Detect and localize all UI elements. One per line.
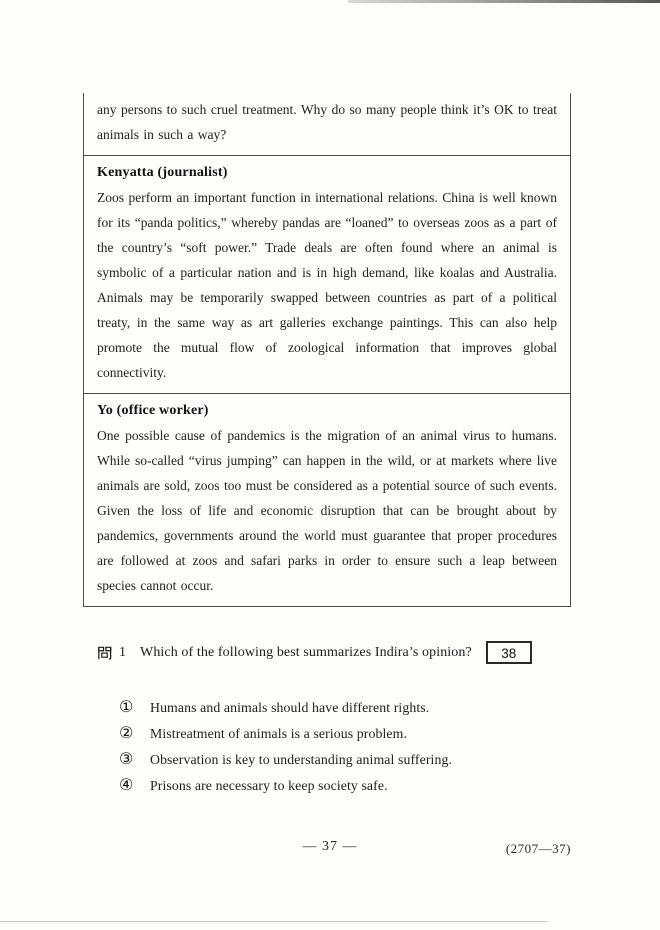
question-row: [96, 641, 566, 664]
options-list: [119, 694, 549, 798]
speaker-text-yo: One possible cause of pandemics is the migration of an animal virus to humans. While so-called “virus jumping” can happen in the wild, or at markets where live animals are sold, zoos too must be considered as a potential source of such events. Given the loss of life and economic disruption that can be brought about by pandemics, governments around the world must guarantee that proper procedures are followed at zoos and safari parks in order to ensure such a leap between species cannot occur.: [97, 428, 557, 593]
option-marker-4-icon: ④: [119, 775, 134, 794]
opinions-box: [83, 93, 571, 607]
option-row-1: [119, 694, 549, 720]
option-marker-2-icon: ②: [119, 723, 134, 742]
scan-edge-bottom: [0, 921, 548, 922]
scan-edge-top: [348, 0, 660, 3]
option-row-4: [119, 772, 549, 798]
mon-kanji-glyph-icon: [96, 644, 113, 661]
option-row-2: [119, 720, 549, 746]
option-text-3: Observation is key to understanding animal suffering.: [150, 752, 452, 767]
speaker-section-kenyatta: [84, 155, 570, 393]
option-text-2: Mistreatment of animals is a serious problem.: [150, 726, 408, 741]
footer-page-number: — 37 —: [302, 839, 358, 854]
answer-number-box: 38: [486, 641, 532, 664]
speaker-section-yo: [84, 393, 570, 606]
option-text-1: Humans and animals should have different rights.: [150, 700, 430, 715]
speaker-heading-yo: Yo (office worker): [97, 403, 209, 418]
footer-code: (2707—37): [505, 841, 571, 856]
question-text: Which of the following best summarizes Indira’s opinion?: [140, 644, 472, 660]
option-marker-3-icon: ③: [119, 749, 134, 768]
question-number: 1: [119, 644, 126, 660]
speaker-heading-kenyatta: Kenyatta (journalist): [97, 165, 228, 180]
speaker-text-kenyatta: Zoos perform an important function in international relations. China is well known for its “panda politics,” whereby pandas are “loaned” to overseas zoos as a part of the country’s “soft power.” Trade deals are often found where an animal is symbolic of a particular nation and is in high demand, like koalas and Australia. Animals may be temporarily swapped between countries as part of a political treaty, in the same way as art galleries exchange paintings. This can also help promote the mutual flow of zoological information that improves global connectivity.: [97, 190, 557, 380]
option-text-4: Prisons are necessary to keep society safe.: [150, 778, 388, 793]
continuation-section: [84, 93, 570, 155]
continuation-text: any persons to such cruel treatment. Why do so many people think it’s OK to treat animals in such a way?: [97, 102, 557, 142]
option-row-3: [119, 746, 549, 772]
option-marker-1-icon: ①: [119, 697, 134, 716]
